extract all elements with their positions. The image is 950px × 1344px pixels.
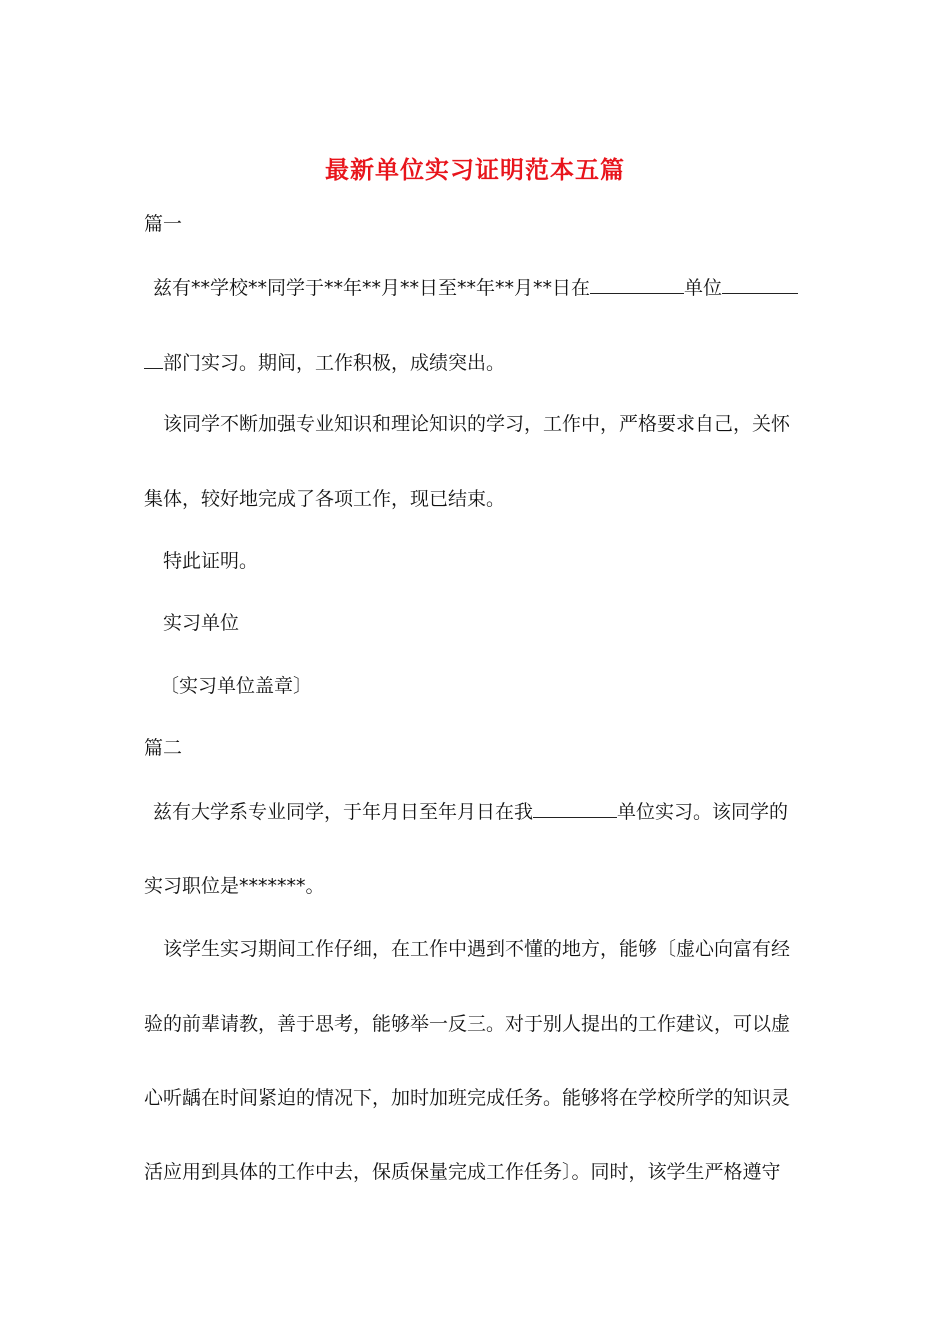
paragraph-line: 该学生实习期间工作仔细，在工作中遇到不懂的地方，能够〔虚心向富有经 — [163, 938, 791, 960]
paragraph-line: 该同学不断加强专业知识和理论知识的学习，工作中，严格要求自己，关怀 — [163, 413, 791, 435]
fill-blank — [722, 273, 798, 294]
text-span: 部门实习。期间，工作积极，成绩突出。 — [163, 352, 506, 374]
paragraph-line: 验的前辈请教，善于思考，能够举一反三。对于别人提出的工作建议，可以虚 — [144, 1013, 791, 1035]
seal-note: 〔实习单位盖章〕 — [160, 675, 313, 697]
document-title: 最新单位实习证明范本五篇 — [325, 155, 625, 184]
paragraph-line: 心听龋在时间紧迫的情况下，加时加班完成任务。能够将在学校所学的知识灵 — [144, 1087, 791, 1109]
fill-blank — [590, 273, 684, 294]
fill-blank — [144, 348, 163, 369]
paragraph-line — [153, 273, 798, 302]
section-heading-1: 篇一 — [144, 213, 183, 235]
paragraph-line: 活应用到具体的工作中去，保质保量完成工作任务〕。同时，该学生严格遵守 — [144, 1161, 781, 1183]
paragraph-line: 实习单位 — [163, 612, 240, 634]
fill-blank — [533, 797, 617, 818]
text-span: 单位 — [684, 277, 723, 299]
paragraph-line: 特此证明。 — [163, 550, 259, 572]
text-span: 单位实习。该同学的 — [617, 801, 789, 823]
text-span: 兹有大学系专业同学，于年月日至年月日在我 — [153, 801, 534, 823]
paragraph-line — [144, 348, 505, 377]
section-heading-2: 篇二 — [144, 737, 183, 759]
text-span: 兹有**学校**同学于**年**月**日至**年**月**日在 — [153, 277, 591, 299]
paragraph-line: 实习职位是*******。 — [144, 875, 325, 897]
paragraph-line: 集体，较好地完成了各项工作，现已结束。 — [144, 488, 506, 510]
paragraph-line — [153, 797, 788, 826]
